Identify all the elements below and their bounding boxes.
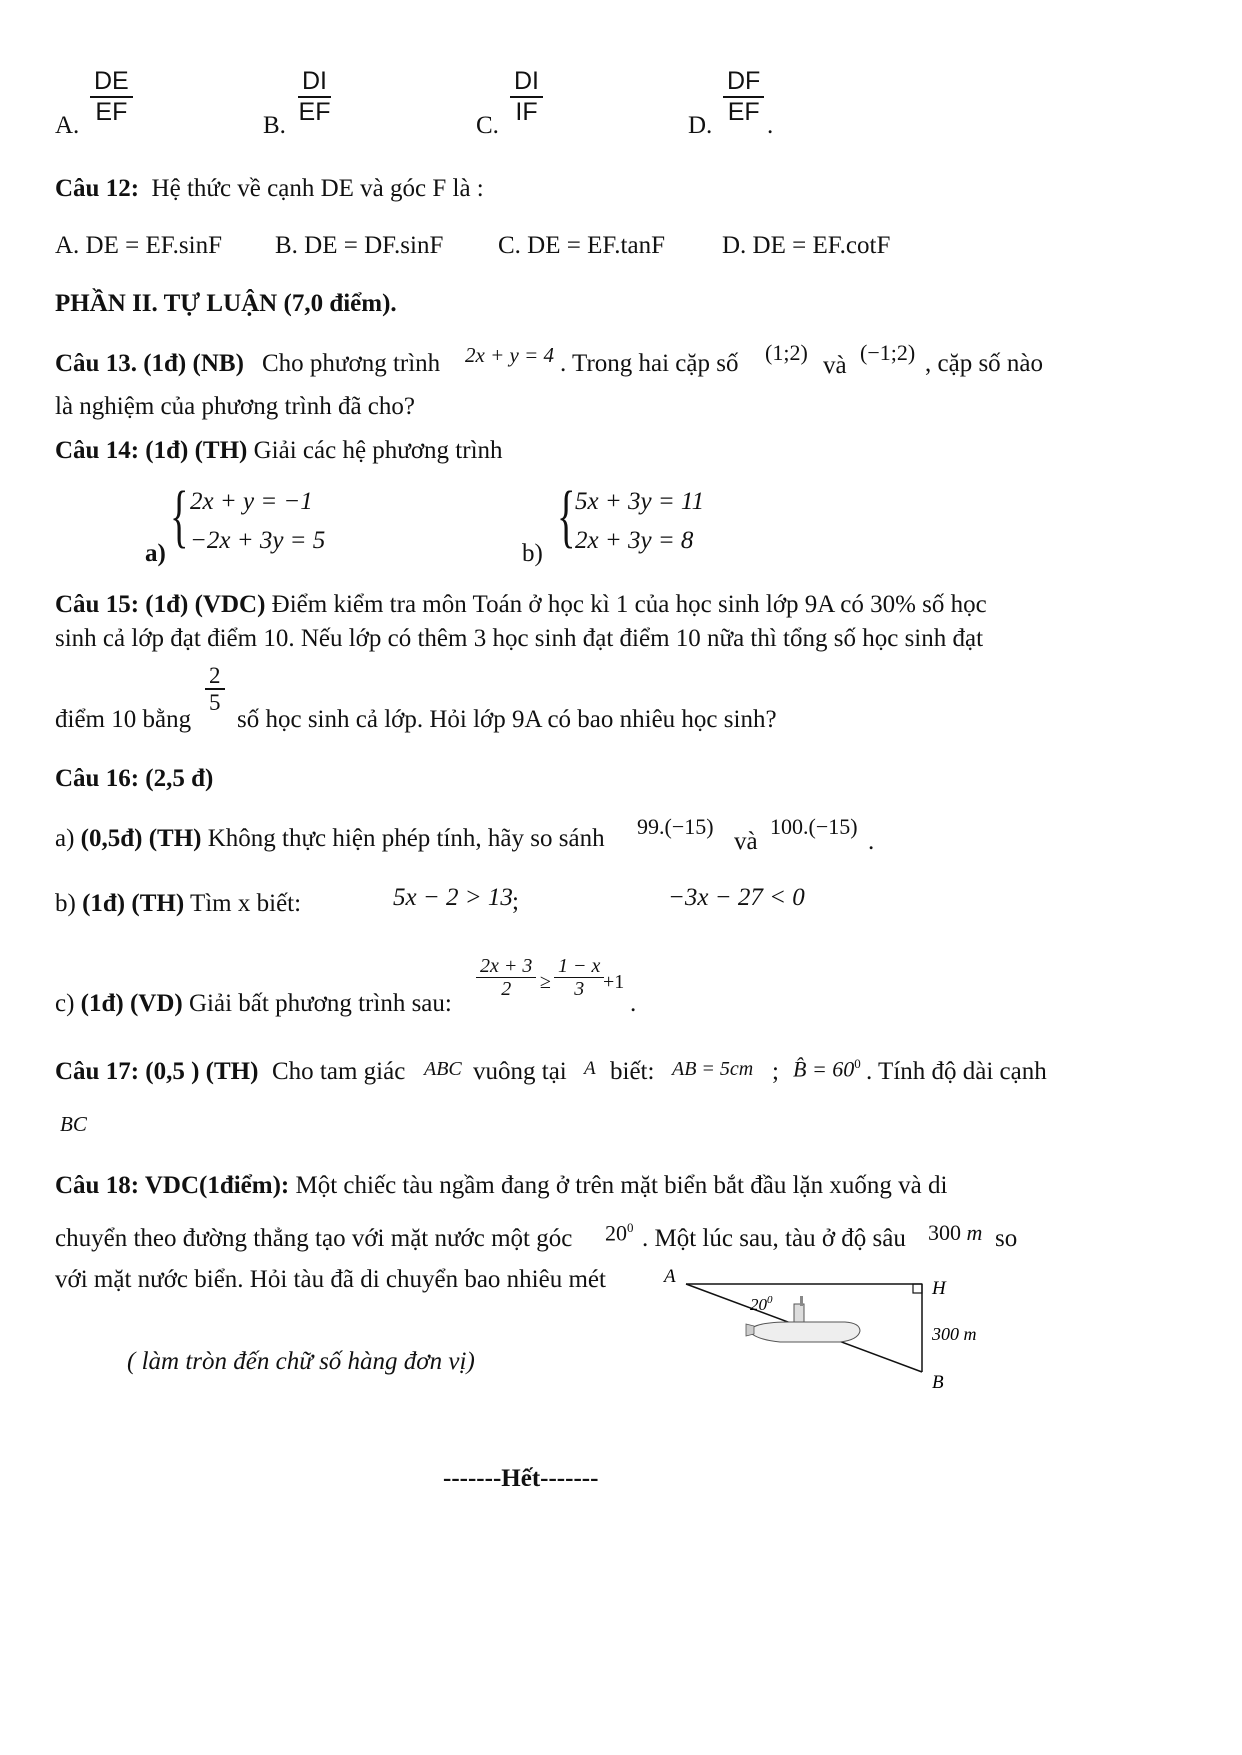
q11-option-c-fraction: $\frac{DI}{IF}$ xyxy=(510,68,543,126)
figure-depth-label: 300 m xyxy=(932,1324,977,1344)
part2-heading: PHẦN II. TỰ LUẬN (7,0 điểm). xyxy=(55,290,397,317)
q12-title: Câu 12: xyxy=(55,175,140,202)
q17-text-4: . Tính độ dài cạnh xyxy=(866,1058,1047,1085)
q18-note: ( làm tròn đến chữ số hàng đơn vị) xyxy=(127,1348,475,1375)
point-b-label: B xyxy=(932,1372,944,1393)
q18-line-2c: so xyxy=(995,1225,1018,1252)
q13-pair-1: (1;2) xyxy=(765,340,808,365)
q11-option-c-label: C. xyxy=(476,112,499,139)
q13-equation: 2x + y = 4 xyxy=(465,343,554,367)
q14-a-eq1: 2x + y = −1 xyxy=(190,488,313,515)
q16-c-fraction-1: $\frac{2x + 3}{2}$ xyxy=(476,955,536,1001)
q14-title: Câu 14: (1đ) (TH) xyxy=(55,437,248,464)
q14-text: Giải các hệ phương trình xyxy=(253,437,503,464)
q17-title: Câu 17: (0,5 ) (TH) xyxy=(55,1058,259,1085)
q16-a-expr-1: 99.(−15) xyxy=(637,814,714,839)
q14-a-eq2: −2x + 3y = 5 xyxy=(190,527,326,554)
q16-c-plus-one: +1 xyxy=(603,971,625,993)
q11-option-b-label: B. xyxy=(263,112,286,139)
q11-option-b-fraction: $\frac{DI}{EF}$ xyxy=(298,67,331,126)
q11-option-d-label: D. xyxy=(688,112,713,139)
q17-vertex: A xyxy=(584,1058,596,1079)
q17-text-2: vuông tại xyxy=(473,1058,567,1085)
q18-line-2a: chuyển theo đường thẳng tạo với mặt nước một góc xyxy=(55,1225,573,1252)
q15-fraction: $\frac{2}{5}$ xyxy=(205,663,225,717)
right-angle-marker xyxy=(913,1284,922,1293)
q17-triangle: ABC xyxy=(424,1058,462,1080)
submarine-diagram xyxy=(660,1260,1000,1395)
q16-a-end: . xyxy=(868,828,875,855)
end-marker: -------Hết------- xyxy=(443,1465,599,1492)
q16-title: Câu 16: (2,5 đ) xyxy=(55,765,214,792)
q17-text-1: Cho tam giác xyxy=(272,1058,406,1085)
q14-question xyxy=(55,437,503,465)
q17-bc: BC xyxy=(60,1112,87,1136)
q15-line-3b: số học sinh cả lớp. Hỏi lớp 9A có bao nhiêu học sinh? xyxy=(237,706,777,733)
q12-option-c: C. DE = EF.tanF xyxy=(498,232,665,259)
q11-option-d-suffix: . xyxy=(767,112,774,139)
q14-a-brace: { xyxy=(170,478,189,555)
q13-text-1: Cho phương trình xyxy=(262,350,441,377)
q12-option-d: D. DE = EF.cotF xyxy=(722,232,891,259)
q13-text-3: và xyxy=(823,352,847,379)
q17-separator: ; xyxy=(772,1058,779,1085)
q15-line-3a: điểm 10 bằng xyxy=(55,706,192,733)
q18-line-1: Câu 18: VDC(1điểm): Một chiếc tàu ngầm đang ở trên mặt biển bắt đầu lặn xuống và di xyxy=(55,1172,948,1199)
q17-angle: B̂ = $60^0$ xyxy=(793,1056,861,1082)
q14-b-label: b) xyxy=(522,540,543,567)
q16-c: c) (1đ) (VD) Giải bất phương trình sau: xyxy=(55,990,452,1017)
q13-text-2: . Trong hai cặp số xyxy=(560,350,739,377)
q13-text-4: , cặp số nào xyxy=(925,350,1044,377)
q11-option-a-label: A. xyxy=(55,112,80,139)
q11-option-a-fraction: $\frac{DE}{EF}$ xyxy=(90,68,133,126)
q18-angle: $20^0$ xyxy=(605,1220,634,1246)
q16-b-inequality-1: 5x − 2 > 13 xyxy=(393,884,513,911)
q12-option-b: B. DE = DF.sinF xyxy=(275,232,444,259)
q14-b-brace: { xyxy=(557,478,576,555)
q13-title: Câu 13. (1đ) (NB) xyxy=(55,350,244,377)
q16-b-inequality-2: −3x − 27 < 0 xyxy=(668,884,805,911)
q16-a-and: và xyxy=(734,828,758,855)
q16-b-separator: ; xyxy=(512,888,519,915)
q16-b: b) (1đ) (TH) Tìm x biết: xyxy=(55,890,302,917)
figure-angle-label: $20^0$ xyxy=(750,1294,773,1314)
q15-line-1: Câu 15: (1đ) (VDC) Điểm kiểm tra môn Toán ở học kì 1 của học sinh lớp 9A có 30% số học xyxy=(55,591,987,618)
q15-line-2: sinh cả lớp đạt điểm 10. Nếu lớp có thêm 3 học sinh đạt điểm 10 nữa thì tổng số học sinh đạt xyxy=(55,625,984,652)
q16-c-fraction-2: $\frac{1 - x}{3}$ xyxy=(554,955,604,1001)
q16-a: a) (0,5đ) (TH) Không thực hiện phép tính, hãy so sánh xyxy=(55,825,605,852)
q17-ab-length: AB = 5cm xyxy=(672,1058,754,1080)
q16-a-expr-2: 100.(−15) xyxy=(770,814,858,839)
q14-b-eq1: 5x + 3y = 11 xyxy=(575,488,705,515)
q17-text-3: biết: xyxy=(610,1058,655,1085)
q11-option-d-fraction: $\frac{DF}{EF}$ xyxy=(723,68,764,126)
point-h-label: H xyxy=(932,1278,946,1299)
q18-depth: 300 m xyxy=(928,1220,983,1245)
q13-line-2: là nghiệm của phương trình đã cho? xyxy=(55,393,415,420)
q14-a-label: a) xyxy=(145,540,166,567)
q16-c-ge: ≥ xyxy=(540,971,551,993)
q12-text: Hệ thức về cạnh DE và góc F là : xyxy=(151,175,484,202)
q14-b-eq2: 2x + 3y = 8 xyxy=(575,527,694,554)
q18-title: Câu 18: VDC(1điểm): xyxy=(55,1172,290,1199)
q12-question xyxy=(55,175,484,203)
q18-line-2b: . Một lúc sau, tàu ở độ sâu xyxy=(642,1225,906,1252)
q15-title: Câu 15: (1đ) (VDC) xyxy=(55,591,266,618)
q13-pair-2: (−1;2) xyxy=(860,340,916,365)
point-a-label: A xyxy=(664,1266,676,1287)
q12-option-a: A. DE = EF.sinF xyxy=(55,232,222,259)
q18-line-3: với mặt nước biển. Hỏi tàu đã di chuyển bao nhiêu mét xyxy=(55,1266,606,1293)
q16-c-end: . xyxy=(630,990,637,1017)
